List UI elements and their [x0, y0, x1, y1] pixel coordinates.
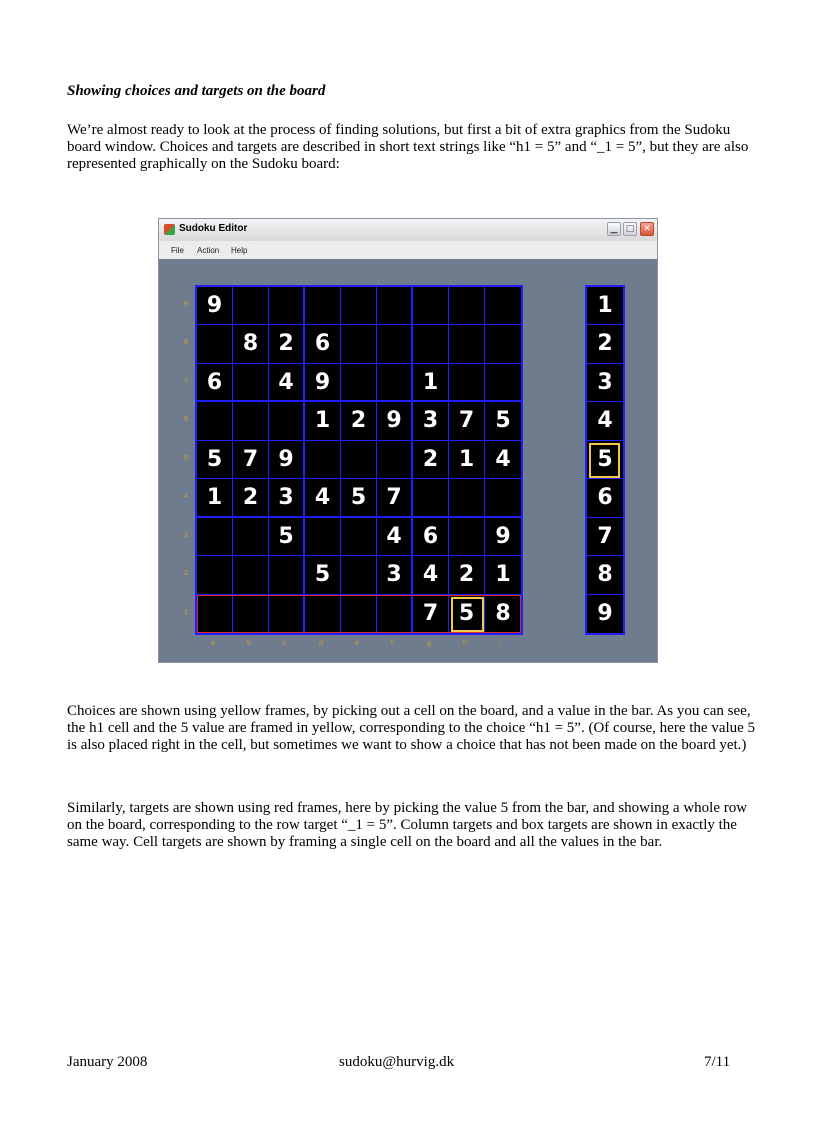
board-cell-i9[interactable]: [485, 287, 521, 325]
board-cell-h5[interactable]: 1: [449, 441, 485, 479]
footer-email: sudoku@hurvig.dk: [339, 1054, 455, 1070]
board-cell-d2[interactable]: 5: [305, 556, 341, 594]
board-cell-g5[interactable]: 2: [413, 441, 449, 479]
board-cell-f3[interactable]: 4: [377, 518, 413, 556]
col-label-f: f: [391, 640, 393, 647]
board-cell-d6[interactable]: 1: [305, 402, 341, 440]
targets-paragraph: Similarly, targets are shown using red frames, here by picking the value 5 from the bar, and showing a whole row on the board, corresponding to the row target “_1 = 5”. Column targets and box targets are shown in exactly the same way. Cell targets are shown by framing a single cell on the board and all the values in the bar.: [67, 800, 748, 850]
row-label-5: 5: [184, 454, 188, 462]
minimize-button[interactable]: ▁: [607, 222, 621, 236]
footer-page: 7/11: [704, 1054, 731, 1070]
board-cell-c5[interactable]: 9: [269, 441, 305, 479]
board-cell-c4[interactable]: 3: [269, 479, 305, 517]
board-cell-b4[interactable]: 2: [233, 479, 269, 517]
board-cell-e5[interactable]: [341, 441, 377, 479]
col-label-d: d: [319, 640, 323, 647]
board-cell-b3[interactable]: [233, 518, 269, 556]
board-cell-e3[interactable]: [341, 518, 377, 556]
board-cell-i6[interactable]: 5: [485, 402, 521, 440]
board-cell-b6[interactable]: [233, 402, 269, 440]
board-cell-f7[interactable]: [377, 364, 413, 402]
row-label-8: 8: [184, 339, 188, 347]
board-cell-h4[interactable]: [449, 479, 485, 517]
board-cell-h7[interactable]: [449, 364, 485, 402]
value-bar: [585, 285, 625, 635]
board-cell-e6[interactable]: 2: [341, 402, 377, 440]
board-cell-i7[interactable]: [485, 364, 521, 402]
intro-paragraph: We’re almost ready to look at the process of finding solutions, but first a bit of extra graphics from the Sudoku board window. Choices and targets are described in short text strings like “h1 = 5” and “_1 = 5”, but they are also represented graphically on the Sudoku board:: [67, 122, 749, 172]
board-cell-g9[interactable]: [413, 287, 449, 325]
board-cell-g3[interactable]: 6: [413, 518, 449, 556]
board-cell-d5[interactable]: [305, 441, 341, 479]
col-label-g: g: [427, 640, 431, 647]
board-cell-c6[interactable]: [269, 402, 305, 440]
col-label-c: c: [283, 640, 287, 647]
col-label-e: e: [355, 640, 359, 647]
board-cell-e8[interactable]: [341, 325, 377, 363]
board-cell-a4[interactable]: 1: [197, 479, 233, 517]
board-cell-a8[interactable]: [197, 325, 233, 363]
sudoku-editor-window: [158, 218, 658, 663]
board-cell-d7[interactable]: 9: [305, 364, 341, 402]
choices-paragraph: Choices are shown using yellow frames, by picking out a cell on the board, and a value in the bar. As you can see, the h1 cell and the 5 value are framed in yellow, corresponding to the choice “h1 = 5”. (Of course, here the value 5 is also placed right in the cell, but sometimes we want to show a choice that has not been made on the board yet.): [67, 703, 756, 753]
board-cell-d9[interactable]: [305, 287, 341, 325]
board-cell-a6[interactable]: [197, 402, 233, 440]
board-cell-f6[interactable]: 9: [377, 402, 413, 440]
sudoku-board: [195, 285, 523, 635]
board-cell-f8[interactable]: [377, 325, 413, 363]
board-cell-f5[interactable]: [377, 441, 413, 479]
bar-value-8[interactable]: 8: [587, 556, 623, 594]
bar-value-7[interactable]: 7: [587, 518, 623, 556]
bar-value-6[interactable]: 6: [587, 479, 623, 517]
board-cell-f9[interactable]: [377, 287, 413, 325]
close-button[interactable]: ✕: [640, 222, 654, 236]
window-titlebar: [159, 219, 657, 242]
board-cell-a2[interactable]: [197, 556, 233, 594]
board-cell-i5[interactable]: 4: [485, 441, 521, 479]
bar-value-1[interactable]: 1: [587, 287, 623, 325]
board-cell-i2[interactable]: 1: [485, 556, 521, 594]
bar-value-2[interactable]: 2: [587, 325, 623, 363]
board-cell-c9[interactable]: [269, 287, 305, 325]
bar-value-4[interactable]: 4: [587, 402, 623, 440]
board-cell-b7[interactable]: [233, 364, 269, 402]
board-cell-c2[interactable]: [269, 556, 305, 594]
board-cell-i4[interactable]: [485, 479, 521, 517]
bar-value-3[interactable]: 3: [587, 364, 623, 402]
board-cell-g6[interactable]: 3: [413, 402, 449, 440]
menu-help[interactable]: Help: [231, 246, 248, 255]
app-icon: [164, 224, 175, 235]
row-label-4: 4: [184, 493, 188, 501]
board-cell-b2[interactable]: [233, 556, 269, 594]
board-cell-a9[interactable]: 9: [197, 287, 233, 325]
board-cell-g8[interactable]: [413, 325, 449, 363]
col-label-i: i: [499, 640, 501, 647]
board-cell-a3[interactable]: [197, 518, 233, 556]
bar-value-9[interactable]: 9: [597, 600, 613, 626]
row-label-3: 3: [184, 531, 188, 539]
board-cell-b8[interactable]: 8: [233, 325, 269, 363]
bar-value-5[interactable]: 5: [587, 441, 623, 479]
col-label-b: b: [247, 640, 251, 647]
board-cell-b5[interactable]: 7: [233, 441, 269, 479]
board-cell-h6[interactable]: 7: [449, 402, 485, 440]
board-cell-f2[interactable]: 3: [377, 556, 413, 594]
menu-action[interactable]: Action: [197, 246, 220, 255]
row-label-2: 2: [184, 570, 188, 578]
board-cell-c8[interactable]: 2: [269, 325, 305, 363]
board-cell-i8[interactable]: [485, 325, 521, 363]
board-cell-h3[interactable]: [449, 518, 485, 556]
board-cell-f4[interactable]: 7: [377, 479, 413, 517]
board-cell-h2[interactable]: 2: [449, 556, 485, 594]
board-cell-g1[interactable]: 7: [413, 595, 449, 633]
row-label-1: 1: [184, 608, 188, 616]
board-cell-h1[interactable]: 5: [449, 595, 485, 633]
board-cell-a7[interactable]: 6: [197, 364, 233, 402]
choice-cell-frame: [451, 597, 484, 632]
board-cell-a5[interactable]: 5: [197, 441, 233, 479]
board-cell-g4[interactable]: [413, 479, 449, 517]
board-cell-g2[interactable]: 4: [413, 556, 449, 594]
board-cell-e9[interactable]: [341, 287, 377, 325]
board-cell-c7[interactable]: 4: [269, 364, 305, 402]
window-title: Sudoku Editor: [179, 223, 248, 234]
board-cell-d4[interactable]: 4: [305, 479, 341, 517]
col-label-h: h: [463, 640, 467, 647]
board-cell-g7[interactable]: 1: [413, 364, 449, 402]
row-label-6: 6: [184, 416, 188, 424]
board-cell-d3[interactable]: [305, 518, 341, 556]
board-cell-e2[interactable]: [341, 556, 377, 594]
board-cell-b9[interactable]: [233, 287, 269, 325]
board-cell-i3[interactable]: 9: [485, 518, 521, 556]
row-label-7: 7: [184, 377, 188, 385]
board-cell-h8[interactable]: [449, 325, 485, 363]
board-cell-e7[interactable]: [341, 364, 377, 402]
col-label-a: a: [211, 640, 215, 647]
menu-file[interactable]: File: [171, 246, 184, 255]
row-label-9: 9: [184, 301, 188, 308]
choice-value-frame: [589, 443, 620, 478]
menu-bar: [159, 241, 657, 259]
board-cell-c3[interactable]: 5: [269, 518, 305, 556]
maximize-button[interactable]: □: [623, 222, 637, 236]
board-cell-i1[interactable]: 8: [495, 600, 511, 626]
footer-date: January 2008: [67, 1054, 148, 1070]
board-cell-d8[interactable]: 6: [305, 325, 341, 363]
section-heading: Showing choices and targets on the board: [67, 83, 326, 99]
board-cell-h9[interactable]: [449, 287, 485, 325]
board-cell-e4[interactable]: 5: [341, 479, 377, 517]
